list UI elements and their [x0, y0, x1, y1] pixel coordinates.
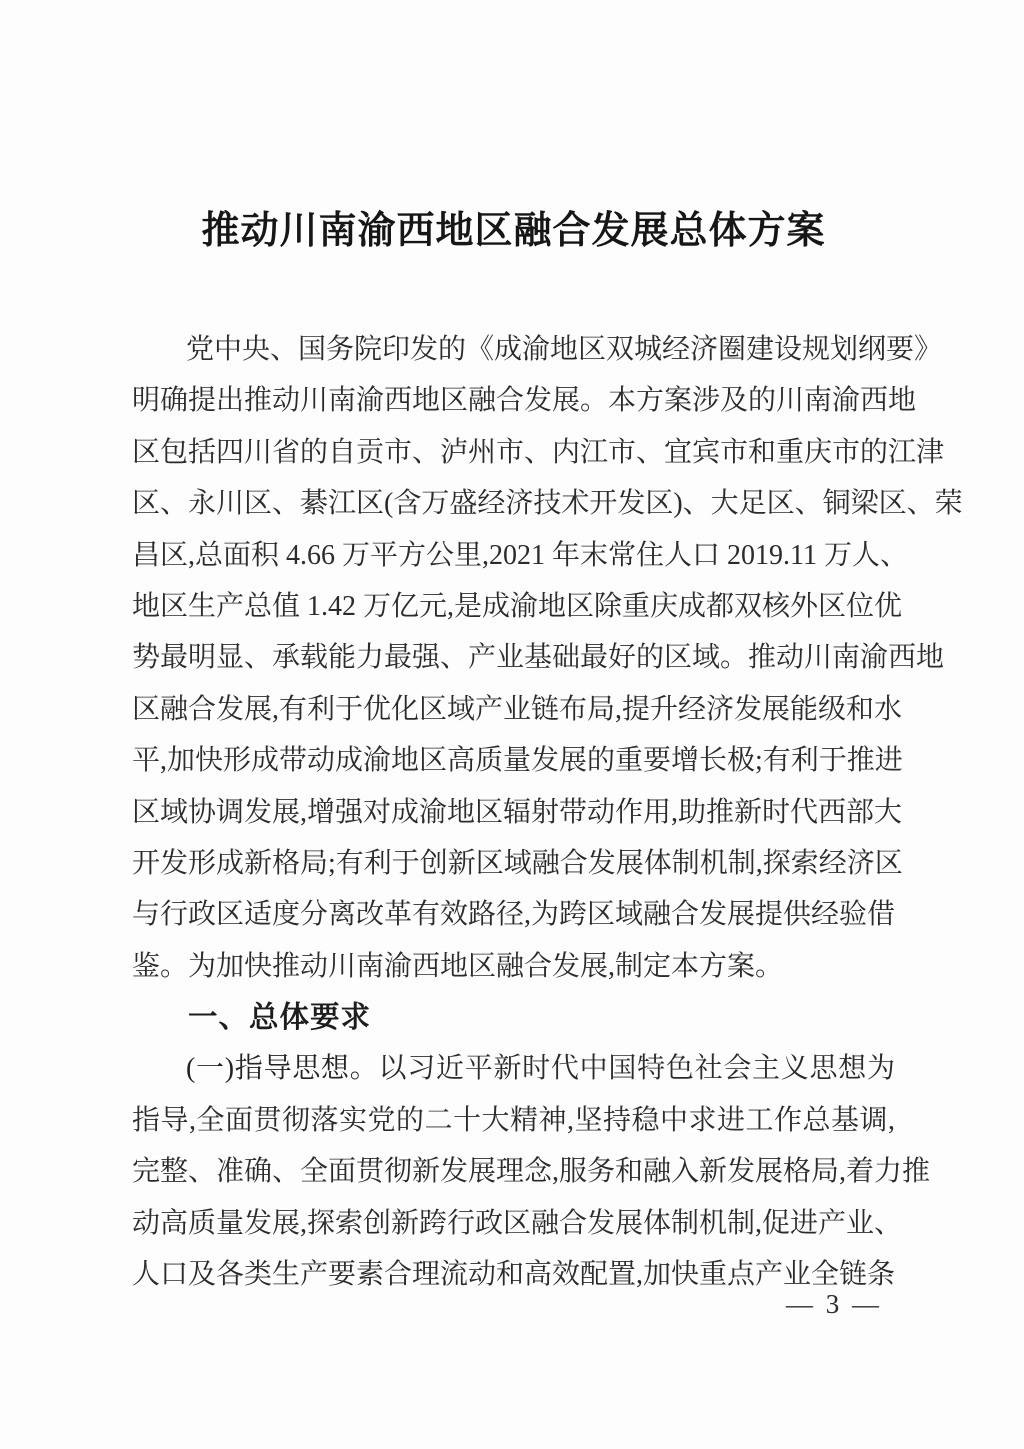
subsection-label: (一)指导思想。 [186, 1053, 379, 1085]
document-title: 推动川南渝西地区融合发展总体方案 [201, 210, 826, 252]
body-line: 人口及各类生产要素合理流动和高效配置,加快重点产业全链条 [132, 1259, 896, 1291]
body-line: 势最明显、承载能力最强、产业基础最好的区域。推动川南渝西地 [132, 642, 945, 674]
body-line: 动高质量发展,探索创新跨行政区融合发展体制机制,促进产业、 [132, 1207, 903, 1239]
body-line: 区、永川区、綦江区(含万盛经济技术开发区)、大足区、铜梁区、荣 [132, 488, 963, 520]
body-line: 指导,全面贯彻落实党的二十大精神,坚持稳中求进工作总基调, [132, 1104, 895, 1136]
body-line: 平,加快形成带动成渝地区高质量发展的重要增长极;有利于推进 [132, 745, 903, 777]
page-number: — 3 — [786, 1289, 882, 1319]
body-line: 昌区,总面积 4.66 万平方公里,2021 年末常住人口 2019.11 万人、 [132, 539, 908, 571]
body-line: 区融合发展,有利于优化区域产业链布局,提升经济发展能级和水 [132, 693, 903, 725]
body-line: 明确提出推动川南渝西地区融合发展。本方案涉及的川南渝西地 [132, 385, 917, 417]
body-line: 党中央、国务院印发的《成渝地区双城经济圈建设规划纲要》 [186, 334, 943, 365]
body-line: 完整、准确、全面贯彻新发展理念,服务和融入新发展格局,着力推 [132, 1156, 931, 1188]
body-line [132, 1043, 895, 1094]
body-line: 区包括四川省的自贡市、泸州市、内江市、宜宾市和重庆市的江津 [132, 436, 945, 468]
body-line: 地区生产总值 1.42 万亿元,是成渝地区除重庆成都双核外区位优 [132, 590, 903, 622]
body-line: 与行政区适度分离改革有效路径,为跨区域融合发展提供经验借 [132, 899, 896, 931]
body-line: 鉴。为加快推动川南渝西地区融合发展,制定本方案。 [132, 950, 784, 982]
body-line: 区域协调发展,增强对成渝地区辐射带动作用,助推新时代西部大 [132, 796, 903, 828]
guiding-ideology-paragraph [132, 1043, 931, 1300]
body-line: 开发形成新格局;有利于创新区域融合发展体制机制,探索经济区 [132, 847, 903, 879]
intro-paragraph [132, 324, 963, 992]
document-content [132, 0, 963, 1300]
section-heading-overall-requirements: 一、总体要求 [188, 1001, 372, 1035]
body-line-text: 以习近平新时代中国特色社会主义思想为 [378, 1053, 895, 1085]
